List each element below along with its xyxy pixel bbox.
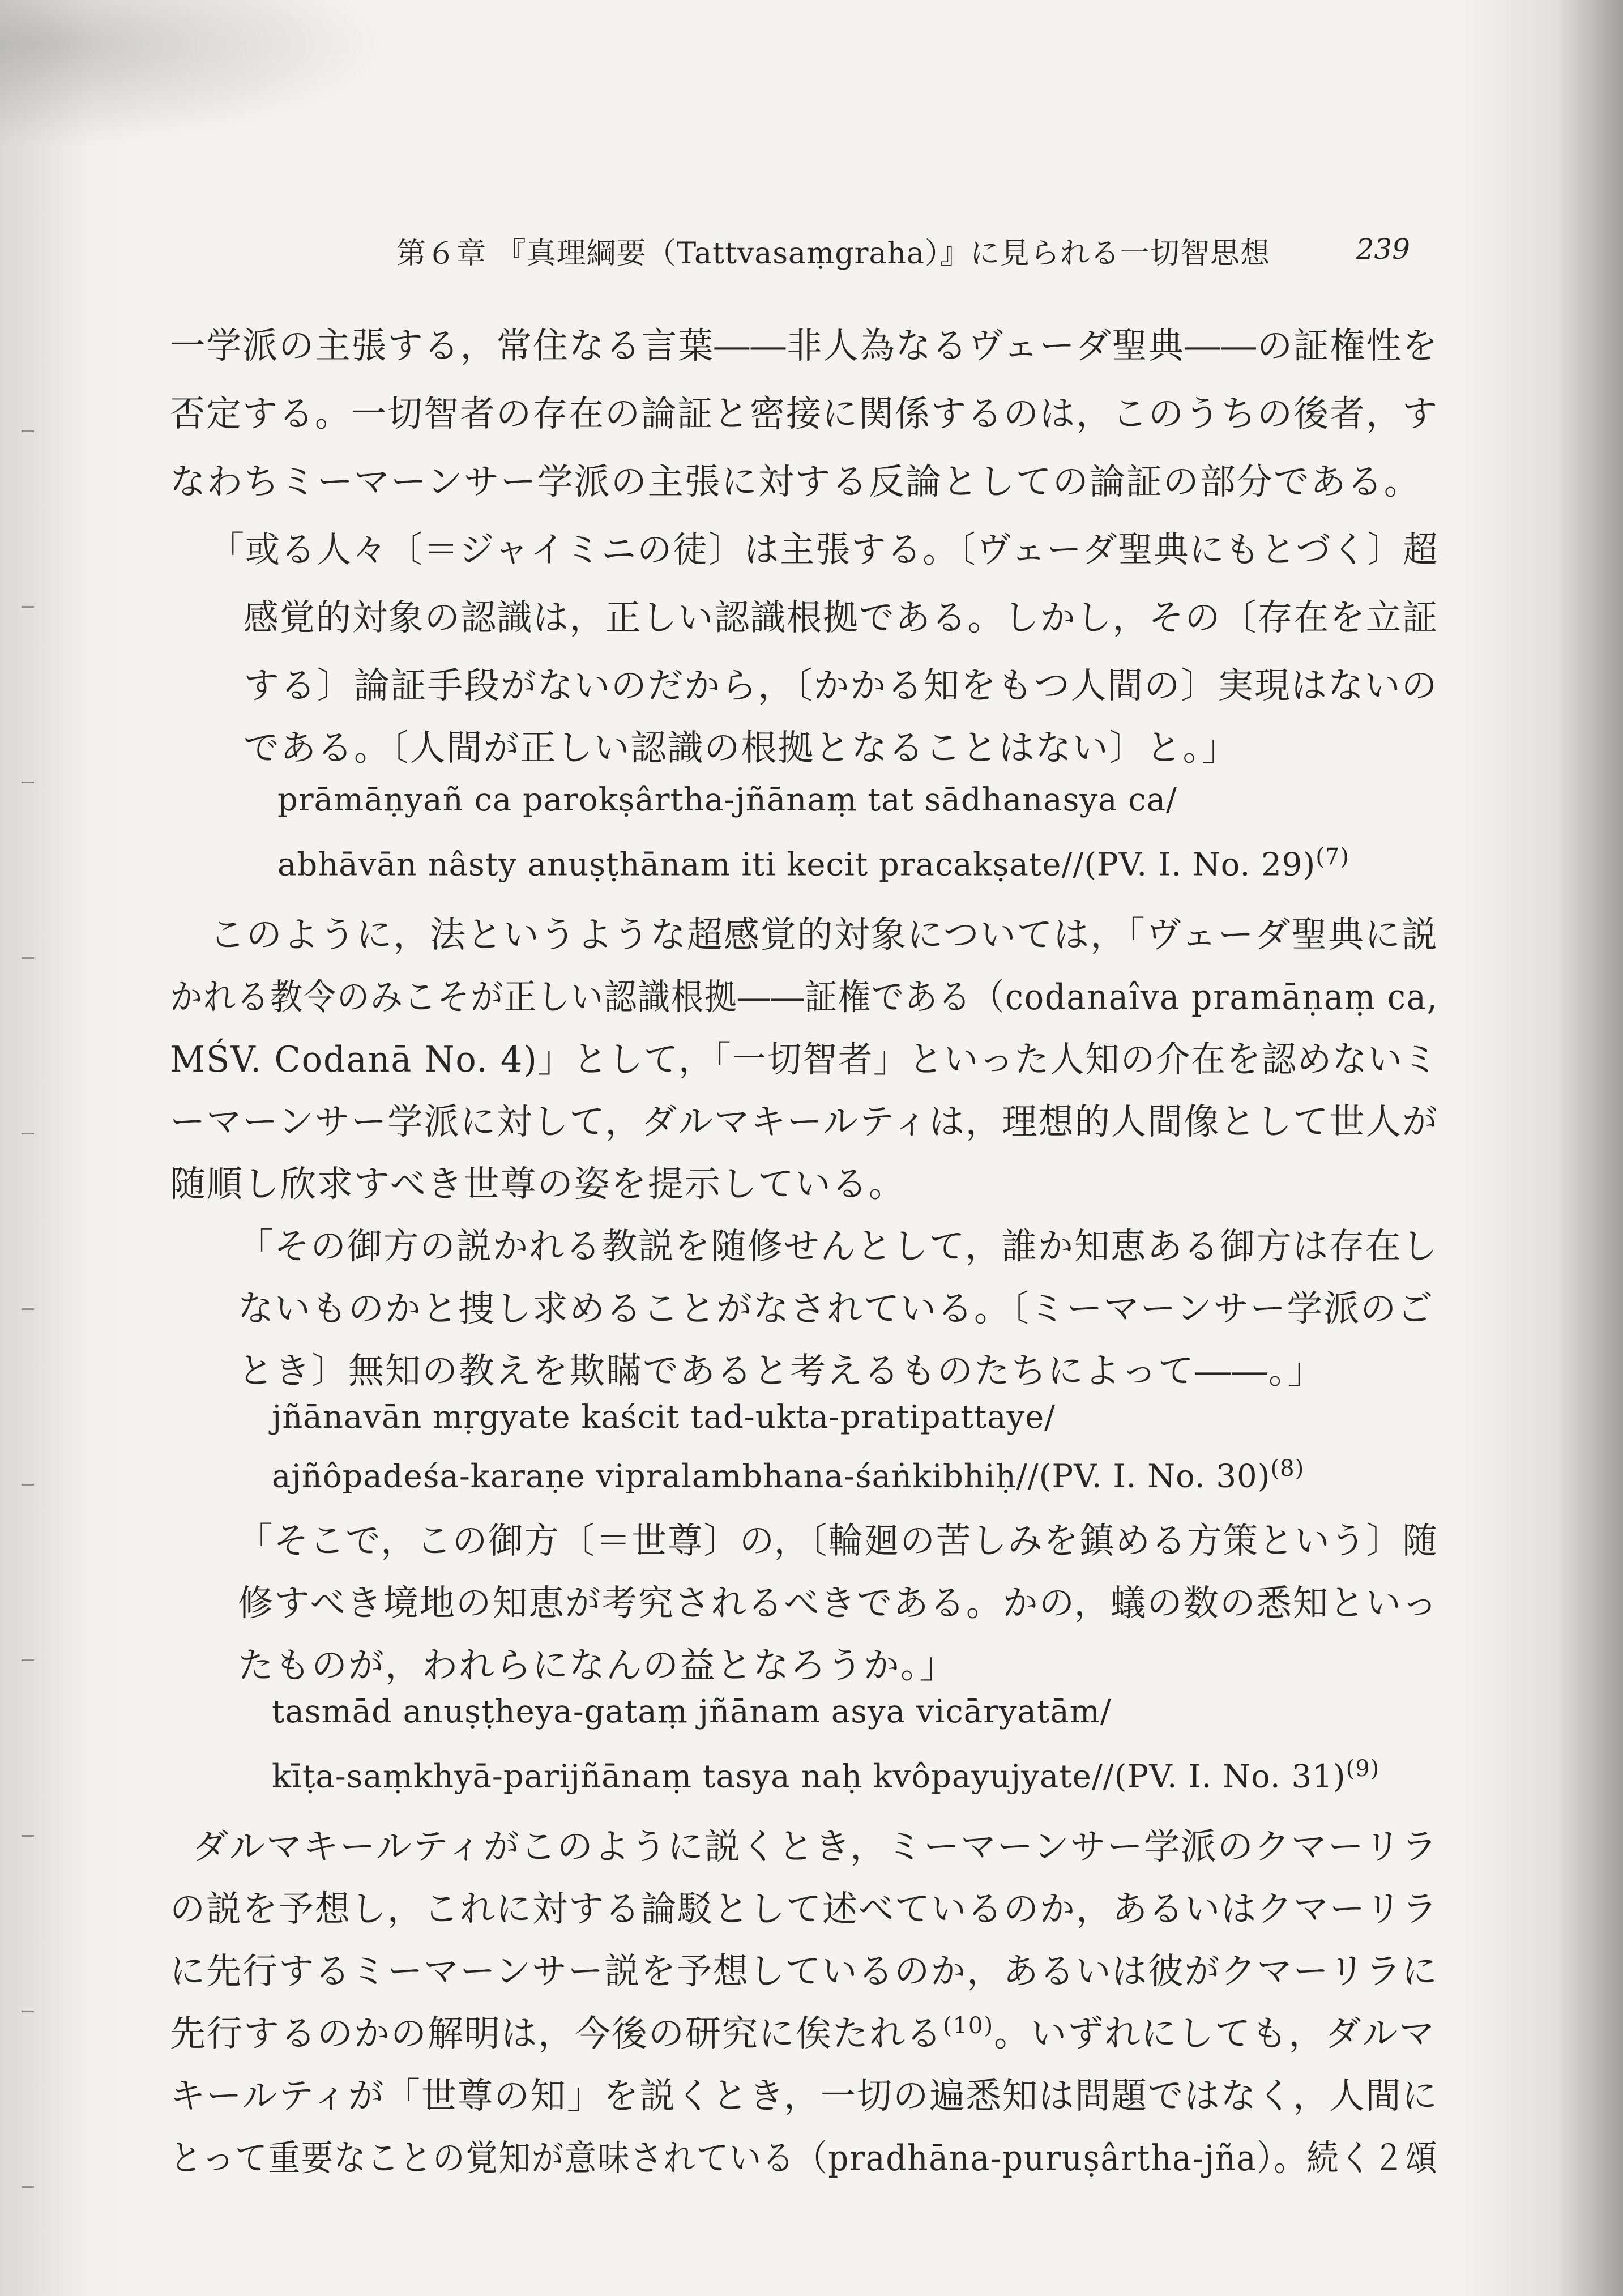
body-line: 一学派の主張する，常住なる言葉――非人為なるヴェーダ聖典――の証権性を (170, 325, 1439, 366)
body-line: に先行するミーマーンサー説を予想しているのか，あるいは彼がクマーリラに (170, 1951, 1438, 1992)
sanskrit-verse-line: ajñôpadeśa-karaṇe vipralambhana-śaṅkibhiḥ//(PV. I. No. 30)$^{(8)}$ (272, 1456, 1305, 1495)
body-line: MŚV. Codanā No. 4)」として，「一切智者」といった人知の介在を認めないミ (170, 1039, 1439, 1080)
body-line: ダルマキールティがこのように説くとき，ミーマーンサー学派のクマーリラ (193, 1826, 1438, 1867)
page-number: 239 (1356, 233, 1410, 266)
body-line: かれる教令のみこそが正しい認識根拠――証権である（codanaîva pramāṇaṃ ca, (170, 976, 1438, 1018)
sanskrit-verse-line: kīṭa-saṃkhyā-parijñānaṃ tasya naḥ kvôpayujyate//(PV. I. No. 31)$^{(9)}$ (272, 1756, 1380, 1795)
margin-tick (22, 1835, 34, 1837)
scan-shadow-left (0, 0, 147, 2296)
body-line: キールティが「世尊の知」を説くとき，一切の遍悉知は問題ではなく，人間に (170, 2075, 1439, 2116)
quote-line: 感覚的対象の認識は，正しい認識根拠である。しかし，その〔存在を立証 (244, 597, 1439, 638)
sanskrit-verse-line: prāmāṇyañ ca parokṣârtha-jñānaṃ tat sādhanasya ca/ (277, 782, 1177, 818)
quote-line: 「或る人々〔＝ジャイミニの徒〕は主張する。〔ヴェーダ聖典にもとづく〕超 (210, 529, 1439, 570)
body-line: ーマーンサー学派に対して，ダルマキールティは，理想的人間像として世人が (170, 1101, 1439, 1142)
sanskrit-verse-line: abhāvān nâsty anuṣṭhānam iti kecit pracakṣate//(PV. I. No. 29)$^{(7)}$ (277, 844, 1349, 884)
quote-line: ないものかと捜し求めることがなされている。〔ミーマーンサー学派のご (238, 1288, 1434, 1329)
footnote-ref: (9) (1346, 1756, 1380, 1782)
margin-tick (22, 2186, 34, 2188)
scan-smudge-top-left (0, 0, 396, 147)
margin-tick (22, 957, 34, 959)
running-header (396, 229, 1410, 280)
margin-tick (22, 1659, 34, 1661)
sanskrit-verse-line: jñānavān mṛgyate kaścit tad-ukta-pratipattaye/ (272, 1399, 1056, 1436)
footnote-ref: (7) (1316, 844, 1349, 870)
margin-tick (22, 430, 34, 432)
sanskrit-verse-line: tasmād anuṣṭheya-gataṃ jñānam asya vicāryatām/ (272, 1693, 1112, 1730)
margin-tick (22, 1133, 34, 1134)
quote-line: 修すべき境地の知恵が考究されるべきである。かの，蟻の数の悉知といっ (238, 1582, 1439, 1624)
quote-line: である。〔人間が正しい認識の根拠となることはない〕と。」 (244, 727, 1238, 769)
quote-line: とき〕無知の教えを欺瞞であると考えるものたちによって――。」 (238, 1350, 1325, 1392)
margin-tick (22, 1308, 34, 1310)
body-line: このように，法というような超感覚的対象については，「ヴェーダ聖典に説 (210, 914, 1438, 955)
quote-line: する〕論証手段がないのだから，〔かかる知をもつ人間の〕実現はないの (244, 665, 1438, 706)
chapter-title: 第６章 『真理綱要（Tattvasaṃgraha）』に見られる一切智思想 (396, 237, 1270, 271)
body-line: の説を予想し，これに対する論駁として述べているのか，あるいはクマーリラ (170, 1888, 1438, 1930)
margin-tick (22, 606, 34, 608)
margin-tick (22, 782, 34, 783)
margin-tick (22, 1484, 34, 1486)
footnote-ref: (8) (1270, 1456, 1305, 1482)
quote-line: 「そこで，この御方〔＝世尊〕の，〔輪廻の苦しみを鎮める方策という〕随 (238, 1520, 1438, 1561)
quote-line: たものが，われらになんの益となろうか。」 (238, 1645, 956, 1686)
scan-shadow-right (1453, 0, 1623, 2296)
margin-tick (22, 2011, 34, 2012)
body-line: 随順し欣求すべき世尊の姿を提示している。 (170, 1163, 906, 1205)
body-line: とって重要なことの覚知が意味されている（pradhāna-puruṣârtha-jña）。続く２頌 (170, 2137, 1439, 2179)
quote-line: 「その御方の説かれる教説を随修せんとして，誰か知恵ある御方は存在し (238, 1226, 1438, 1267)
body-line: 先行するのかの解明は，今後の研究に俟たれる$^{(10)}$。いずれにしても，ダルマ (170, 2013, 1436, 2054)
footnote-ref: (10) (943, 2013, 994, 2039)
body-line: 否定する。一切智者の存在の論証と密接に関係するのは，このうちの後者，す (170, 393, 1438, 434)
body-line: なわちミーマーンサー学派の主張に対する反論としての論証の部分である。 (170, 461, 1421, 502)
